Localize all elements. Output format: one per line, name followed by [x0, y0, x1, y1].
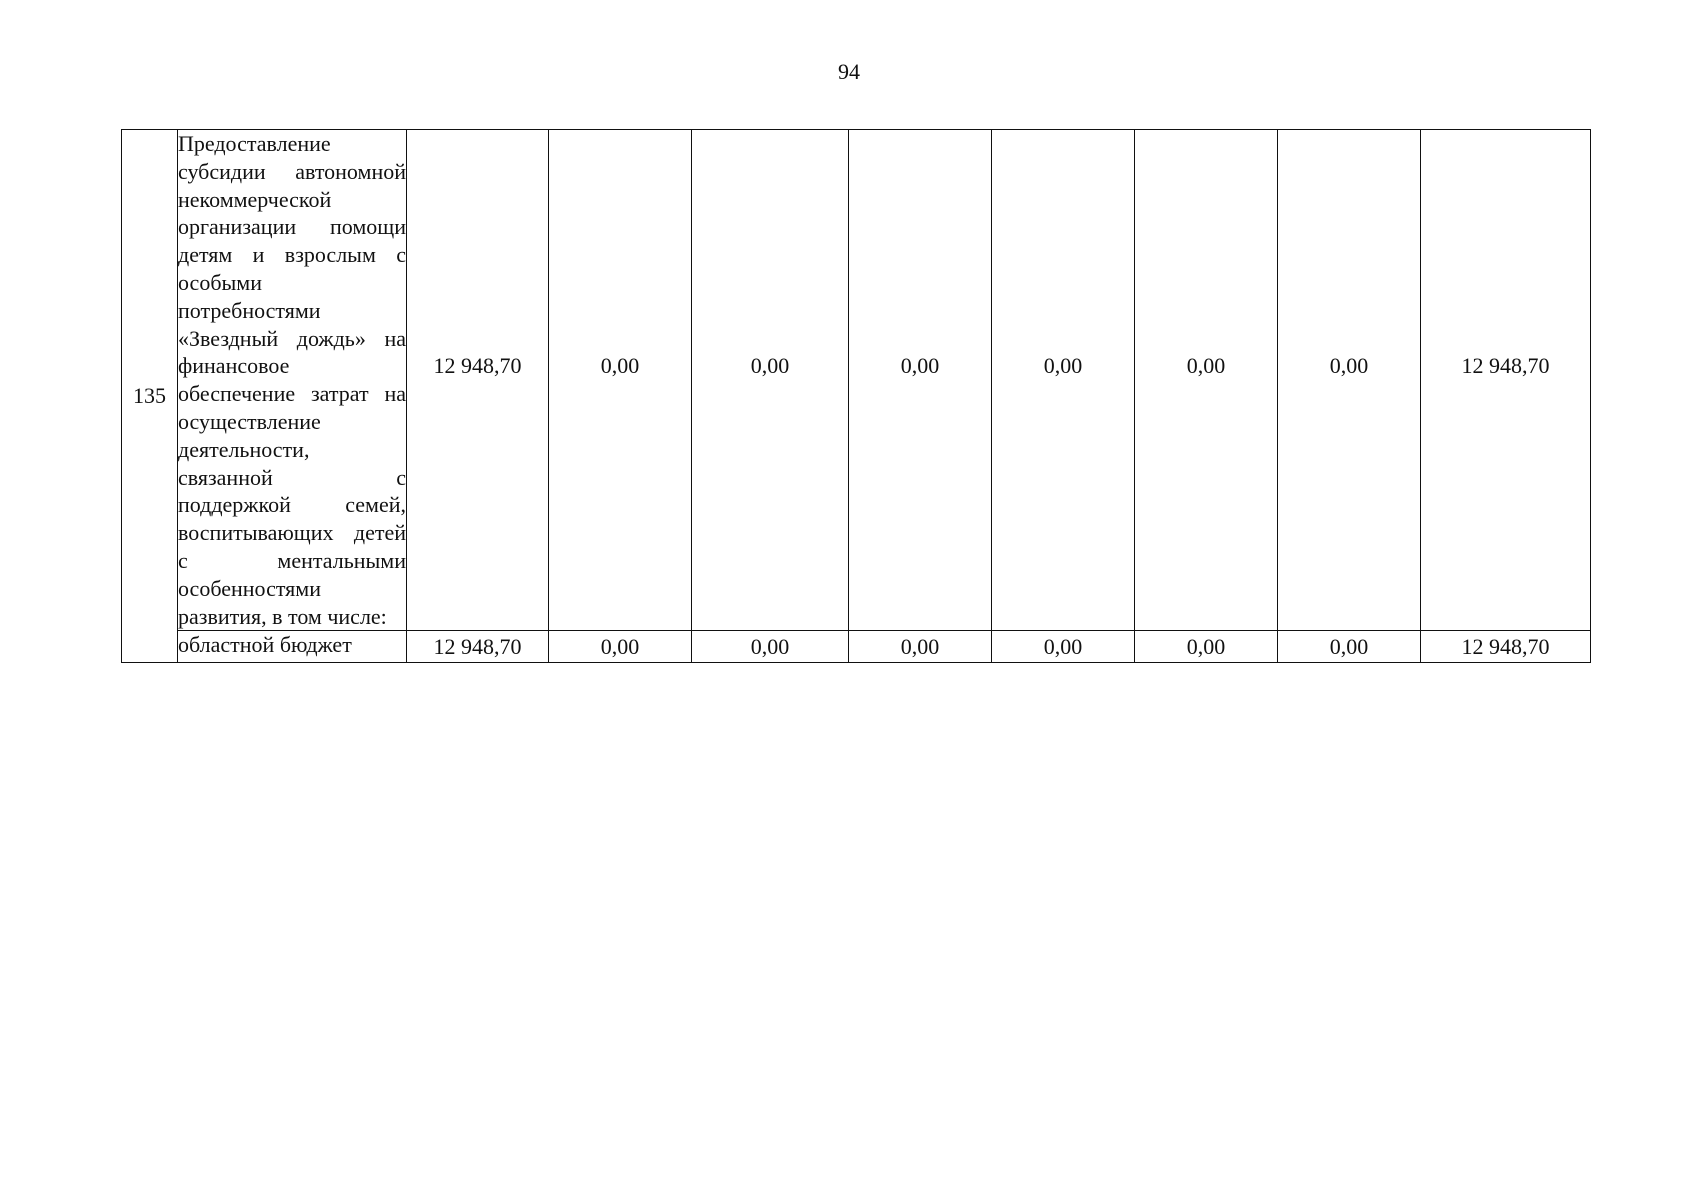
value-cell: 0,00	[1278, 631, 1421, 663]
page-number: 94	[838, 59, 860, 84]
value-cell: 0,00	[992, 631, 1135, 663]
value-cell: 12 948,70	[1421, 631, 1591, 663]
subrow-description: областной бюджет	[178, 631, 407, 663]
value-cell: 0,00	[1135, 130, 1278, 631]
value-cell: 12 948,70	[1421, 130, 1591, 631]
value-cell: 0,00	[1278, 130, 1421, 631]
value-cell: 12 948,70	[407, 631, 549, 663]
value-cell: 0,00	[549, 631, 692, 663]
value-cell: 12 948,70	[407, 130, 549, 631]
row-number: 135	[122, 130, 178, 663]
value-cell: 0,00	[692, 631, 849, 663]
value-cell: 0,00	[549, 130, 692, 631]
value-cell: 0,00	[992, 130, 1135, 631]
table-row	[122, 130, 1591, 631]
value-cell: 0,00	[849, 130, 992, 631]
value-cell: 0,00	[692, 130, 849, 631]
value-cell: 0,00	[849, 631, 992, 663]
table-subrow	[122, 631, 1591, 663]
budget-table	[121, 129, 1591, 663]
value-cell: 0,00	[1135, 631, 1278, 663]
row-description: Предоставление субсидии автономной некоммерческой организации помощи детям и взрослым с особыми потребностями «Звездный дождь» на финансовое обеспечение затрат на осуществление деятельности, связанной с поддержкой семей, воспитывающих детей с ментальными особенностями развития, в том числе:	[178, 130, 407, 631]
